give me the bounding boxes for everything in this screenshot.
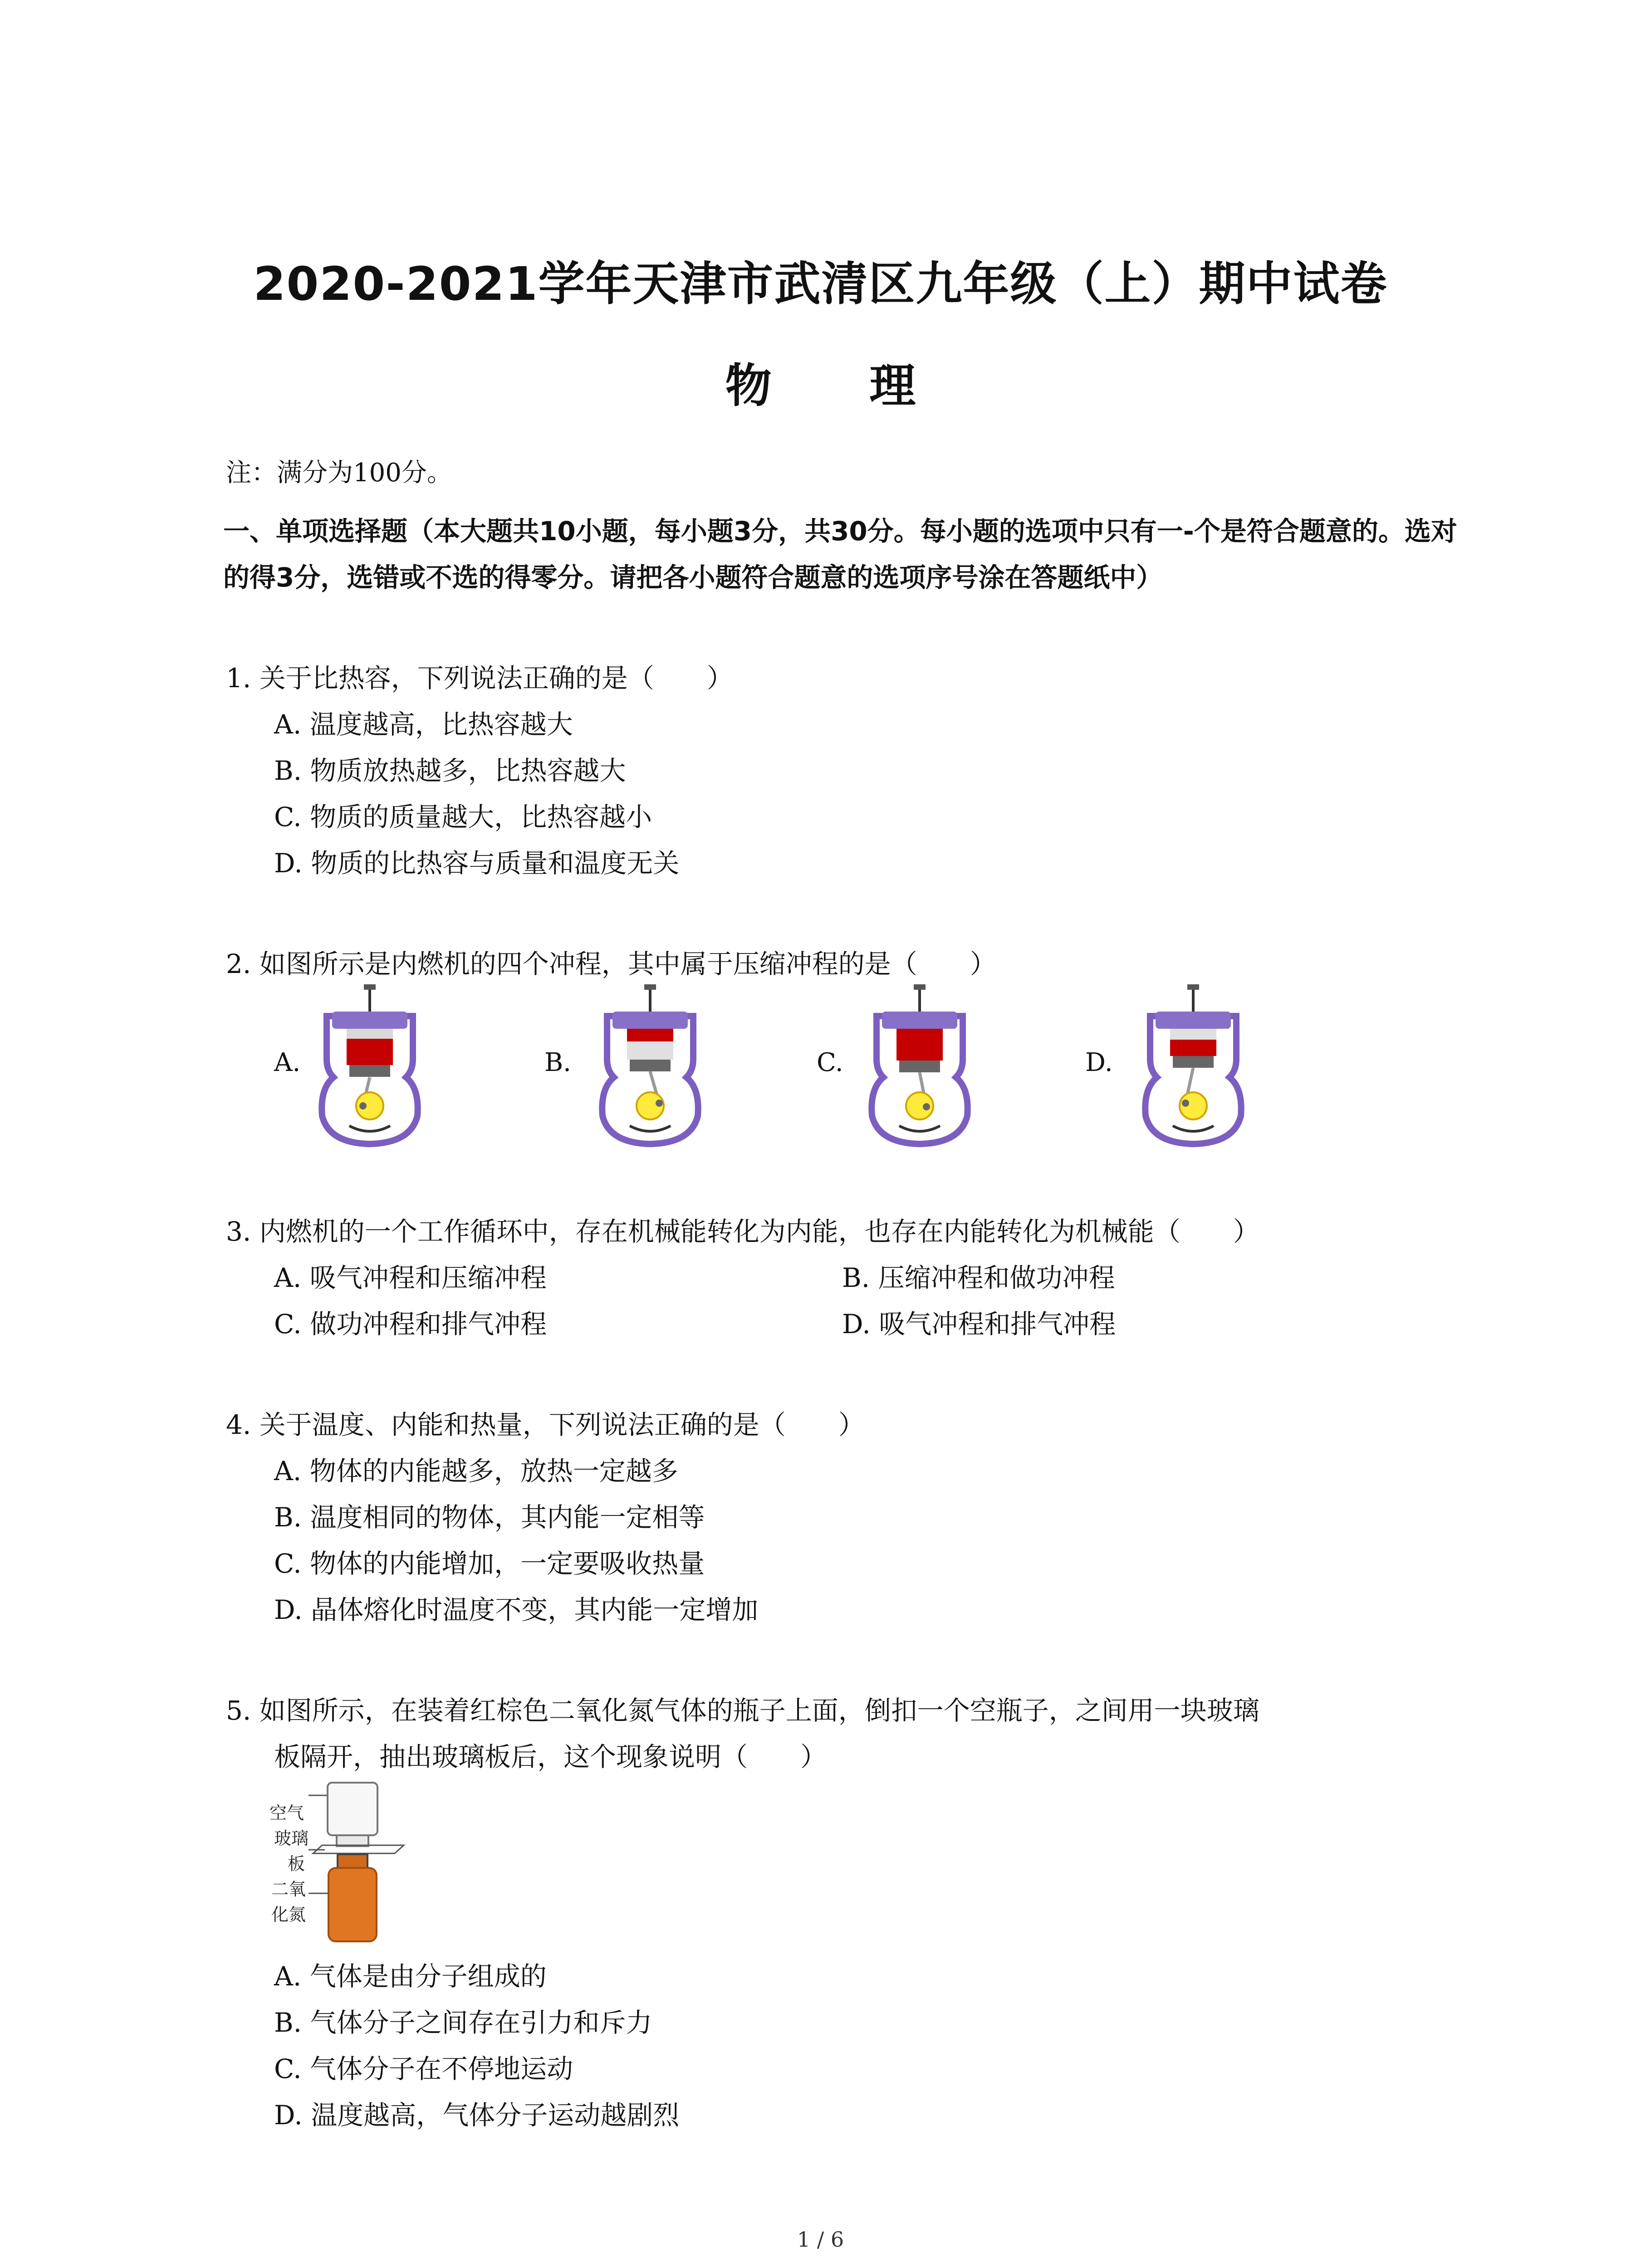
figure-label-glass: 玻璃 — [274, 1828, 309, 1848]
question-5-stem-line-1: 5. 如图所示，在装着红棕色二氧化氮气体的瓶子上面，倒扣一个空瓶子，之间用一块玻璃 — [226, 1695, 1259, 1726]
question-4-stem: 4. 关于温度、内能和热量，下列说法正确的是（ ） — [226, 1409, 865, 1440]
question-4-option-b: B. 温度相同的物体，其内能一定相等 — [274, 1502, 705, 1533]
question-1-option-b: B. 物质放热越多，比热容越大 — [274, 755, 626, 786]
engine-label-a: A. — [274, 1048, 301, 1077]
question-4-option-d: D. 晶体熔化时温度不变，其内能一定增加 — [274, 1594, 759, 1625]
question-4-option-c: C. 物体的内能增加，一定要吸收热量 — [274, 1548, 705, 1579]
exam-title: 2020-2021学年天津市武清区九年级（上）期中试卷 — [253, 257, 1388, 311]
bottle-diagram — [309, 1777, 408, 1945]
question-5-option-d: D. 温度越高，气体分子运动越剧烈 — [274, 2100, 680, 2131]
engine-diagram-c — [863, 984, 976, 1148]
question-1-option-a: A. 温度越高，比热容越大 — [274, 709, 573, 740]
figure-label-no2-bottom: 化氮 — [271, 1905, 306, 1925]
engine-label-c: C. — [817, 1048, 843, 1077]
question-2-stem: 2. 如图所示是内燃机的四个冲程，其中属于压缩冲程的是（ ） — [226, 948, 996, 979]
exam-subject: 物 理 — [725, 359, 957, 413]
figure-label-plate: 板 — [288, 1854, 305, 1874]
question-5-option-b: B. 气体分子之间存在引力和斥力 — [274, 2007, 652, 2038]
score-note: 注：满分为100分。 — [226, 458, 452, 488]
figure-label-no2-top: 二氧 — [271, 1879, 306, 1899]
engine-label-b: B. — [544, 1048, 571, 1077]
question-3-option-d: D. 吸气冲程和排气冲程 — [842, 1309, 1116, 1339]
engine-diagram-a — [313, 984, 426, 1148]
page-number: 1 / 6 — [797, 2227, 844, 2252]
question-3-stem: 3. 内燃机的一个工作循环中，存在机械能转化为内能，也存在内能转化为机械能（ ） — [226, 1216, 1259, 1247]
question-3-option-a: A. 吸气冲程和压缩冲程 — [274, 1262, 547, 1293]
engine-label-d: D. — [1085, 1048, 1113, 1077]
question-5-stem-line-2: 板隔开，抽出玻璃板后，这个现象说明（ ） — [274, 1741, 827, 1772]
question-3-option-b: B. 压缩冲程和做功冲程 — [842, 1262, 1115, 1293]
section-heading: 一、单项选择题（本大题共10小题，每小题3分，共30分。每小题的选项中只有一-个是符合题意的。选对的得3分，选错或不选的得零分。请把各小题符合题意的选项序号涂在答题纸中） — [223, 516, 1457, 593]
question-5-option-a: A. 气体是由分子组成的 — [274, 1961, 547, 1992]
question-3-option-c: C. 做功冲程和排气冲程 — [274, 1309, 547, 1339]
engine-diagram-d — [1136, 984, 1250, 1148]
question-1-stem: 1. 关于比热容，下列说法正确的是（ ） — [226, 663, 733, 694]
question-1-option-c: C. 物质的质量越大，比热容越小 — [274, 802, 652, 832]
question-4-option-a: A. 物体的内能越多，放热一定越多 — [274, 1456, 678, 1486]
figure-label-air: 空气 — [269, 1803, 304, 1823]
engine-diagram-b — [593, 984, 707, 1148]
question-1-option-d: D. 物质的比热容与质量和温度无关 — [274, 848, 680, 879]
question-5-option-c: C. 气体分子在不停地运动 — [274, 2053, 573, 2084]
